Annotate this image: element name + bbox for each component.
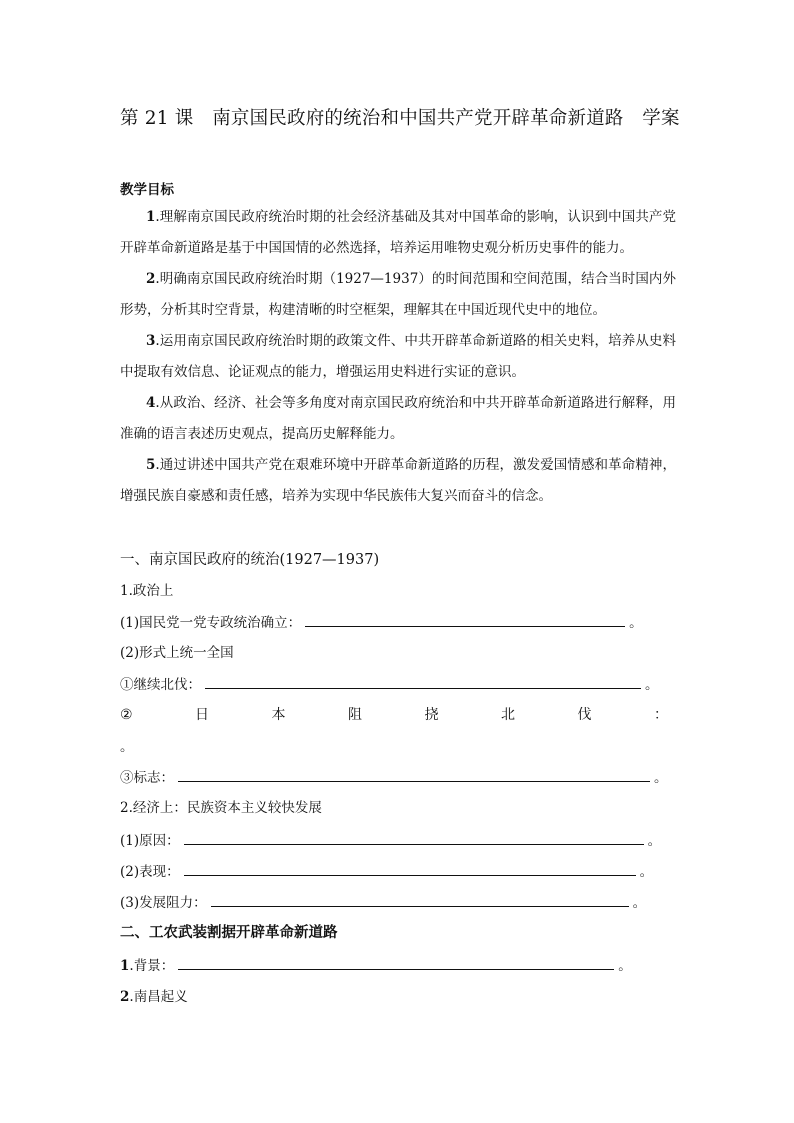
objective-number: 2 xyxy=(146,271,156,287)
objective-number: 5 xyxy=(146,457,156,473)
fill-item xyxy=(120,891,646,913)
objective-item xyxy=(120,264,676,326)
period: 。 xyxy=(654,770,668,786)
spread-char: 阻 xyxy=(348,707,363,723)
period: 。 xyxy=(647,833,662,849)
spread-char: 伐 xyxy=(577,707,592,723)
item-label: (1)国民党一党专政统治确立： xyxy=(120,615,302,631)
objective-text: .运用南京国民政府统治时期的政策文件、中共开辟革命新道路的相关史料，培养从史料中提取有效信息、论证观点的能力，增强运用史料进行实证的意识。 xyxy=(120,333,676,380)
fill-item xyxy=(120,673,659,695)
item-label: (2)表现： xyxy=(120,864,180,880)
objective-text: .理解南京国民政府统治时期的社会经济基础及其对中国革命的影响，认识到中国共产党开辟革命新道路是基于中国国情的必然选择，培养运用唯物史观分析历史事件的能力。 xyxy=(120,209,676,256)
item-label: ③标志： xyxy=(120,770,174,786)
answer-blank[interactable] xyxy=(178,766,650,782)
spread-text-line xyxy=(120,704,668,726)
answer-blank[interactable] xyxy=(305,611,625,627)
spread-char: ② xyxy=(120,707,133,723)
period: 。 xyxy=(632,895,647,911)
objective-text: .从政治、经济、社会等多角度对南京国民政府统治和中共开辟革命新道路进行解释，用准确的语言表述历史观点，提高历史解释能力。 xyxy=(120,395,676,442)
list-item xyxy=(120,986,188,1008)
objective-number: 1 xyxy=(146,209,156,225)
spread-char: 日 xyxy=(195,707,210,723)
period: 。 xyxy=(618,958,632,974)
unify-subheading: (2)形式上统一全国 xyxy=(120,645,234,661)
item-label: ①继续北伐： xyxy=(120,677,201,693)
item-label: (1)原因： xyxy=(120,833,180,849)
fill-item xyxy=(120,954,632,976)
spread-char: ： xyxy=(653,707,668,723)
fill-item xyxy=(120,829,661,851)
objective-item xyxy=(120,450,676,512)
period: 。 xyxy=(645,677,659,693)
item-label: .背景： xyxy=(129,958,175,974)
objective-text: .明确南京国民政府统治时期（1927—1937）的时间范围和空间范围，结合当时国内外形势，分析其时空背景，构建清晰的时空框架，理解其在中国近现代史中的地位。 xyxy=(120,271,676,318)
objective-item xyxy=(120,202,676,264)
period: 。 xyxy=(120,739,134,755)
answer-blank[interactable] xyxy=(205,673,641,689)
section2-heading: 二、工农武装割据开辟革命新道路 xyxy=(120,924,338,941)
section1-heading: 一、南京国民政府的统治(1927—1937) xyxy=(120,552,380,568)
item-number: 1 xyxy=(120,958,130,974)
objective-text: .通过讲述中国共产党在艰难环境中开辟革命新道路的历程，激发爱国情感和革命精神，增强民族自豪感和责任感，培养为实现中华民族伟大复兴而奋斗的信念。 xyxy=(120,457,676,504)
answer-blank[interactable] xyxy=(178,954,614,970)
period: 。 xyxy=(639,864,654,880)
objective-item xyxy=(120,326,676,388)
page-title: 第 21 课 南京国民政府的统治和中国共产党开辟革命新道路 学案 xyxy=(120,108,680,129)
objectives-heading: 教学目标 xyxy=(120,182,174,198)
economy-subheading: 2.经济上：民族资本主义较快发展 xyxy=(120,800,322,816)
fill-item xyxy=(120,611,643,633)
answer-blank[interactable] xyxy=(184,829,644,845)
item-number: 2 xyxy=(120,989,130,1005)
answer-blank[interactable] xyxy=(211,891,629,907)
spread-char: 本 xyxy=(271,707,286,723)
objective-number: 3 xyxy=(146,333,156,349)
politics-subheading: 1.政治上 xyxy=(120,583,174,599)
objective-item xyxy=(120,388,676,450)
objective-number: 4 xyxy=(146,395,156,411)
period: 。 xyxy=(629,615,643,631)
item-label: .南昌起义 xyxy=(129,989,188,1005)
fill-item xyxy=(120,766,668,788)
item-label: (3)发展阻力： xyxy=(120,895,207,911)
fill-item xyxy=(120,860,653,882)
spread-char: 挠 xyxy=(424,707,439,723)
spread-char: 北 xyxy=(500,707,515,723)
answer-blank[interactable] xyxy=(184,860,636,876)
